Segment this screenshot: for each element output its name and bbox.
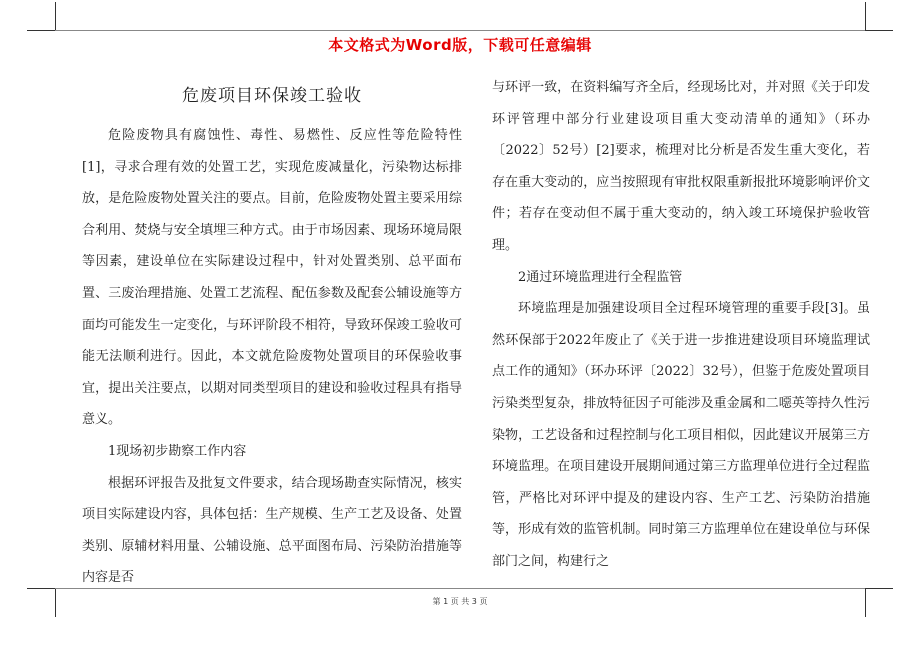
document-title: 危废项目环保竣工验收 <box>182 86 362 106</box>
crop-mark <box>27 30 55 31</box>
crop-mark <box>865 2 866 30</box>
format-banner: 本文格式为Word版，下载可任意编辑 <box>328 36 592 54</box>
left-column <box>82 72 462 594</box>
crop-mark <box>865 30 893 31</box>
crop-mark <box>865 588 893 589</box>
intro-paragraph: 危险废物具有腐蚀性、毒性、易燃性、反应性等危险特性[1]，寻求合理有效的处置工艺，实现危废减量化，污染物达标排放，是危险废物处置关注的要点。目前，危险废物处置主要采用综合利用、焚烧与安全填埋三种方式。由于市场因素、现场环境局限等因素，建设单位在实际建设过程中，针对处置类别、总平面布置、三废治理措施、处置工艺流程、配伍参数及配套公辅设施等方面均可能发生一定变化，与环评阶段不相符，导致环保竣工验收可能无法顺利进行。因此，本文就危险废物处置项目的环保验收事宜，提出关注要点，以期对同类型项目的建设和验收过程具有指导意义。 <box>82 128 462 428</box>
right-column <box>492 72 870 578</box>
page-number: 第 1 页 共 3 页 <box>432 597 488 606</box>
section-2-paragraph: 环境监理是加强建设项目全过程环境管理的重要手段[3]。虽然环保部于2022年废止了《关于进一步推进建设项目环境监理试点工作的通知》（环办环评〔2022〕32号），但鉴于危废处置项目污染类型复杂，排放特征因子可能涉及重金属和二噁英等持久性污染物，工艺设备和过程控制与化工项目相似，因此建议开展第三方环境监理。在项目建设开展期间通过第三方监理单位进行全过程监管，严格比对环评中提及的建设内容、生产工艺、污染防治措施等，形成有效的监管机制。同时第三方监理单位在建设单位与环保部门之间，构建行之 <box>492 301 870 569</box>
crop-mark <box>55 2 56 30</box>
crop-mark <box>27 588 55 589</box>
footer-rule <box>55 588 865 589</box>
header-rule <box>55 30 865 31</box>
section-heading-2: 2通过环境监理进行全程监管 <box>518 269 683 285</box>
section-1-paragraph: 根据环评报告及批复文件要求，结合现场勘查实际情况，核实项目实际建设内容，具体包括：生产规模、生产工艺及设备、处置类别、原辅材料用量、公辅设施、总平面图布局、污染防治措施等内容是否 <box>82 475 462 586</box>
continued-paragraph: 与环评一致，在资料编写齐全后，经现场比对，并对照《关于印发环评管理中部分行业建设项目重大变动清单的通知》（环办〔2022〕52号）[2]要求，梳理对比分析是否发生重大变化，若存在重大变动的，应当按照现有审批权限重新报批环境影响评价文件；若存在变动但不属于重大变动的，纳入竣工环境保护验收管理。 <box>492 80 870 253</box>
section-heading-1: 1现场初步勘察工作内容 <box>108 443 247 459</box>
